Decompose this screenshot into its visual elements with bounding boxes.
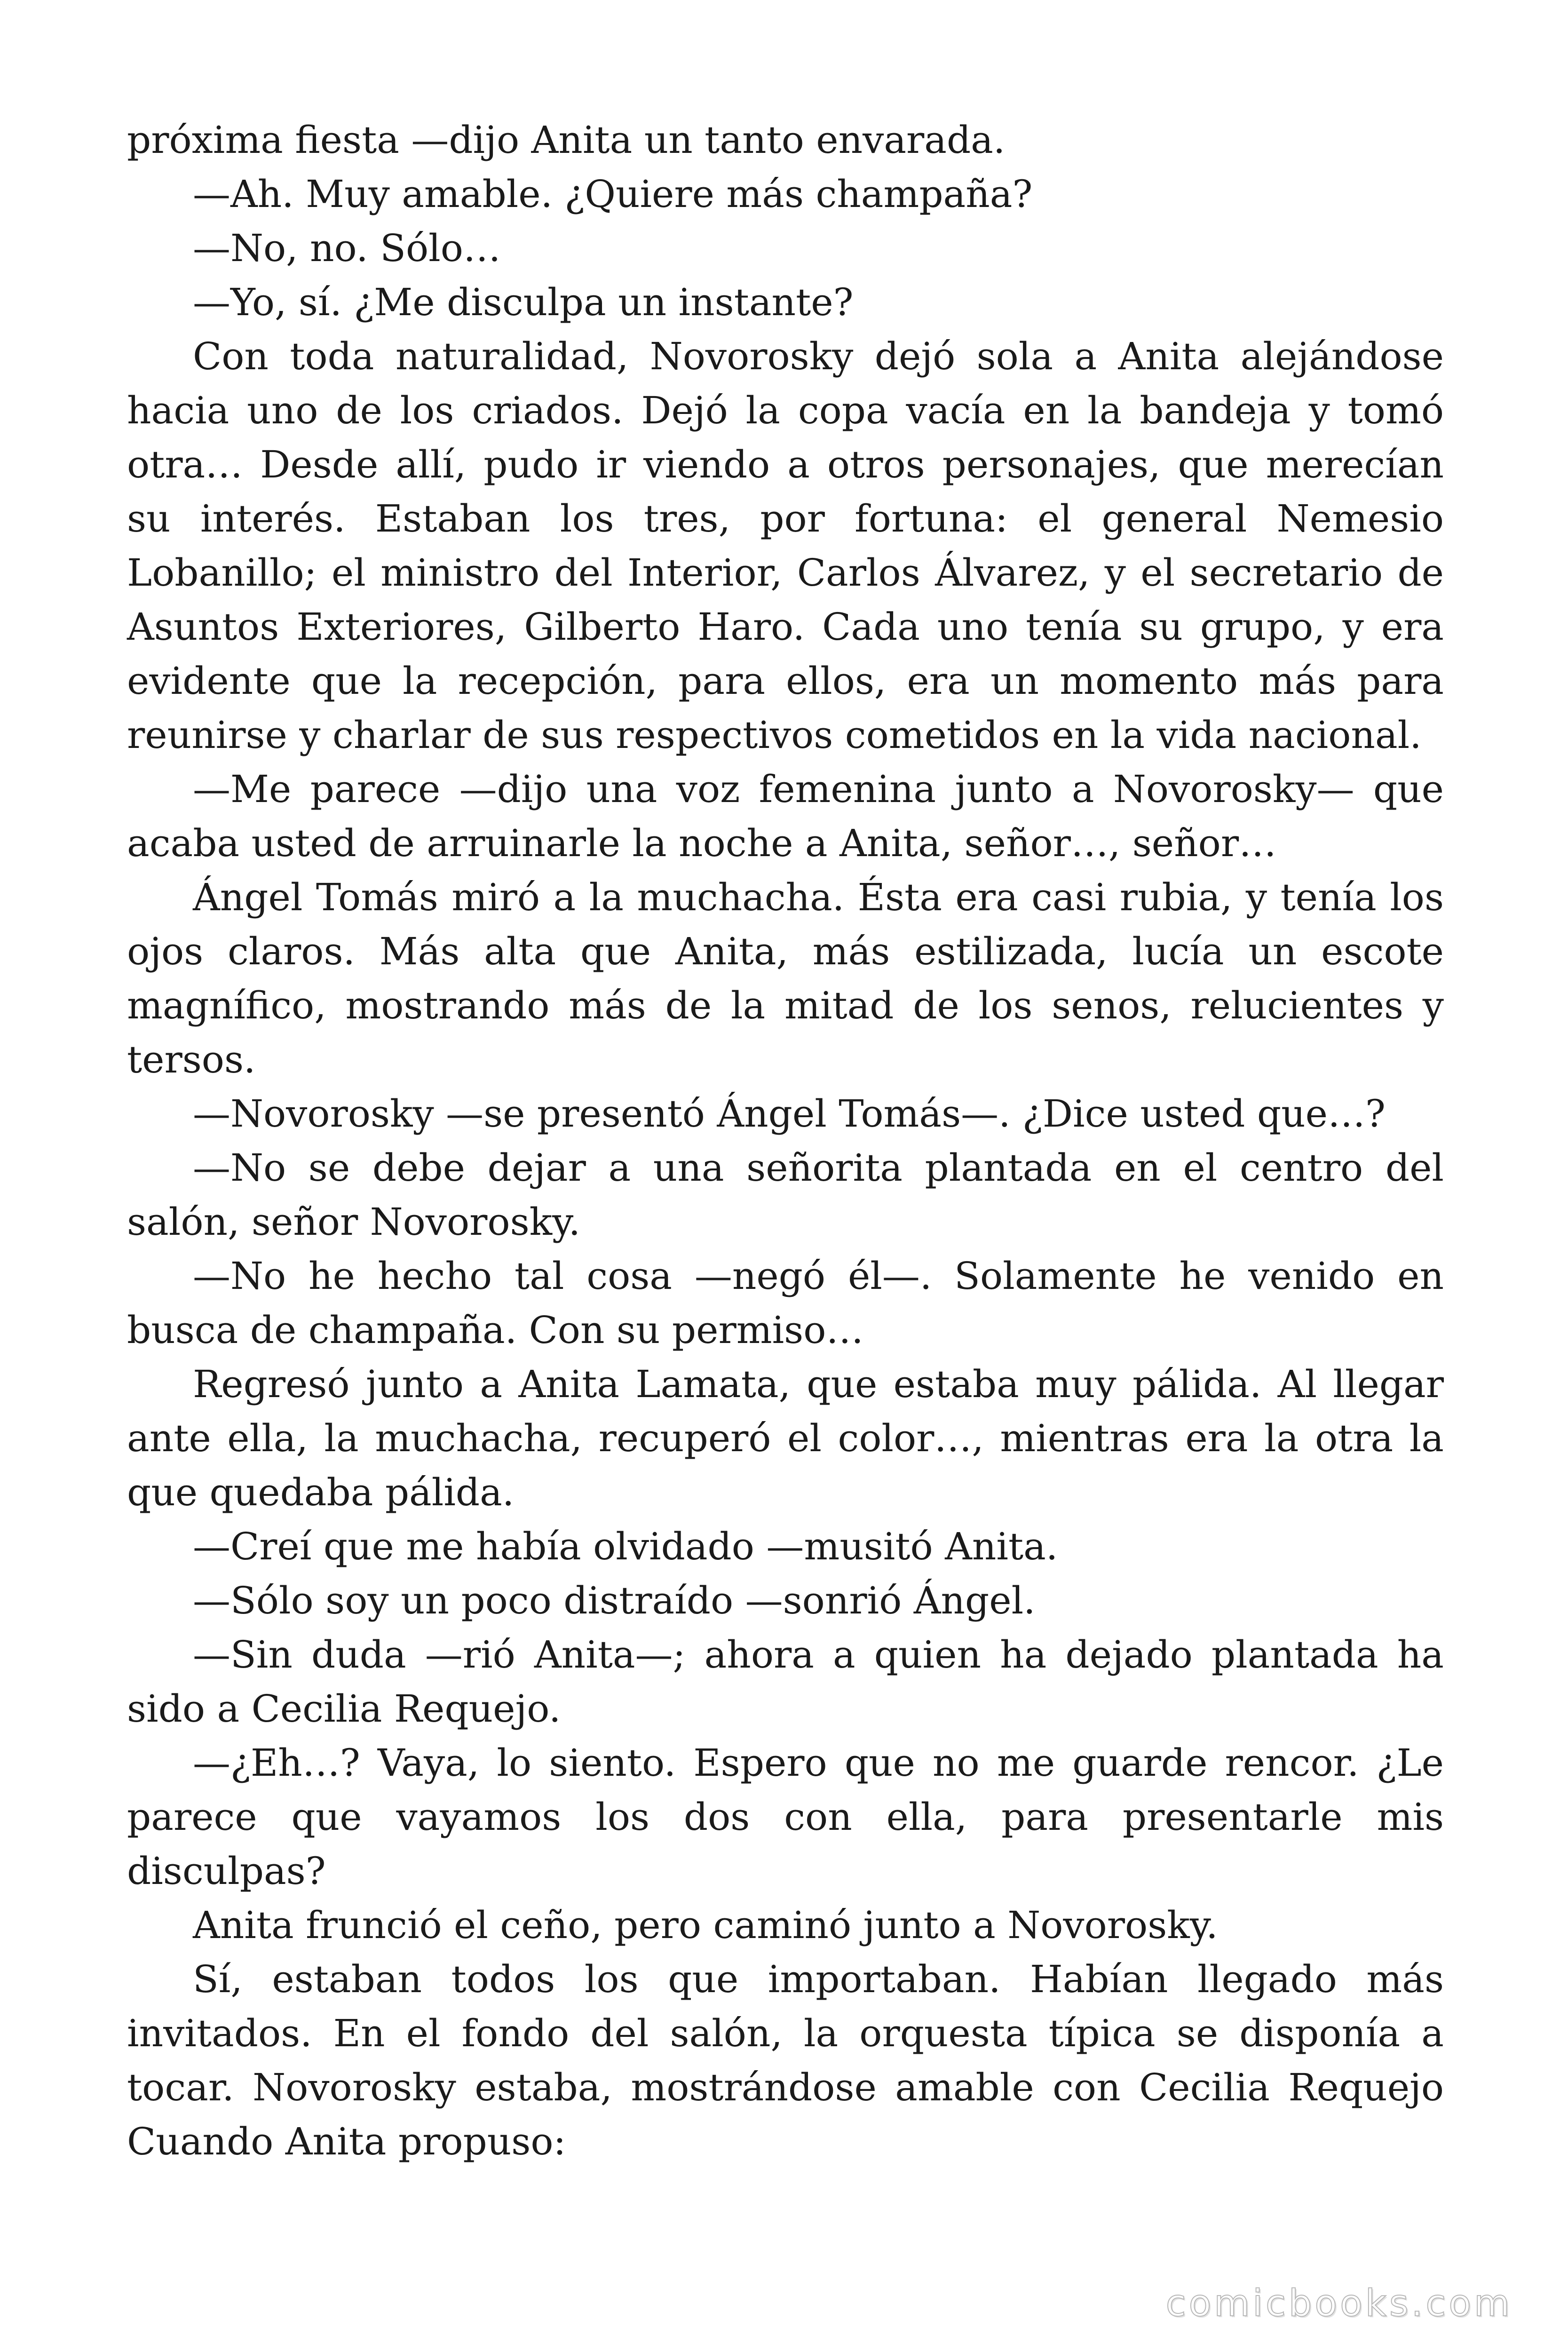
paragraph: —No se debe dejar a una señorita plantada en el centro del salón, señor Novorosky.	[127, 1146, 1444, 1244]
paragraph: Sí, estaban todos los que importaban. Habían llegado más invitados. En el fondo del salón, la orquesta típica se disponía a tocar. Novorosky estaba, mostrándose amable con Cecilia Requejo Cuando Anita propuso:	[127, 1957, 1444, 2163]
paragraph: Regresó junto a Anita Lamata, que estaba muy pálida. Al llegar ante ella, la muchacha, recuperó el color…, mientras era la otra la que quedaba pálida.	[127, 1362, 1444, 1514]
paragraph: —Creí que me había olvidado —musitó Anita.	[193, 1525, 1058, 1568]
paragraph: Con toda naturalidad, Novorosky dejó sola a Anita alejándose hacia uno de los criados. Dejó la copa vacía en la bandeja y tomó otra… Desde allí, pudo ir viendo a otros personajes, que merecían su interés. Estaban los tres, por fortuna: el general Nemesio Lobanillo; el ministro del Interior, Carlos Álvarez, y el secretario de Asuntos Exteriores, Gilberto Haro. Cada uno tenía su grupo, y era evidente que la recepción, para ellos, era un momento más para reunirse y charlar de sus respectivos cometidos en la vida nacional.	[127, 334, 1444, 757]
body-text	[127, 113, 1444, 2169]
watermark-text: comicbooks.com	[1165, 2282, 1513, 2325]
paragraph: —Ah. Muy amable. ¿Quiere más champaña?	[193, 172, 1033, 216]
paragraph: próxima fiesta —dijo Anita un tanto envarada.	[127, 118, 1006, 162]
paragraph: —Sólo soy un poco distraído —sonrió Ángel.	[193, 1579, 1036, 1622]
paragraph: —No, no. Sólo…	[193, 226, 501, 270]
paragraph: Anita frunció el ceño, pero caminó junto a Novorosky.	[193, 1903, 1218, 1947]
paragraph: —Yo, sí. ¿Me disculpa un instante?	[193, 280, 854, 324]
paragraph: —Me parece —dijo una voz femenina junto a Novorosky— que acaba usted de arruinarle la noche a Anita, señor…, señor…	[127, 767, 1444, 865]
paragraph: —Sin duda —rió Anita—; ahora a quien ha dejado plantada ha sido a Cecilia Requejo.	[127, 1633, 1444, 1731]
paragraph: —¿Eh…? Vaya, lo siento. Espero que no me guarde rencor. ¿Le parece que vayamos los dos con ella, para presentarle mis disculpas?	[127, 1741, 1444, 1893]
paragraph: —Novorosky —se presentó Ángel Tomás—. ¿Dice usted que…?	[193, 1092, 1386, 1136]
paragraph: —No he hecho tal cosa —negó él—. Solamente he venido en busca de champaña. Con su permiso…	[127, 1254, 1444, 1352]
paragraph: Ángel Tomás miró a la muchacha. Ésta era casi rubia, y tenía los ojos claros. Más alta que Anita, más estilizada, lucía un escote magnífico, mostrando más de la mitad de los senos, relucientes y tersos.	[127, 875, 1444, 1081]
